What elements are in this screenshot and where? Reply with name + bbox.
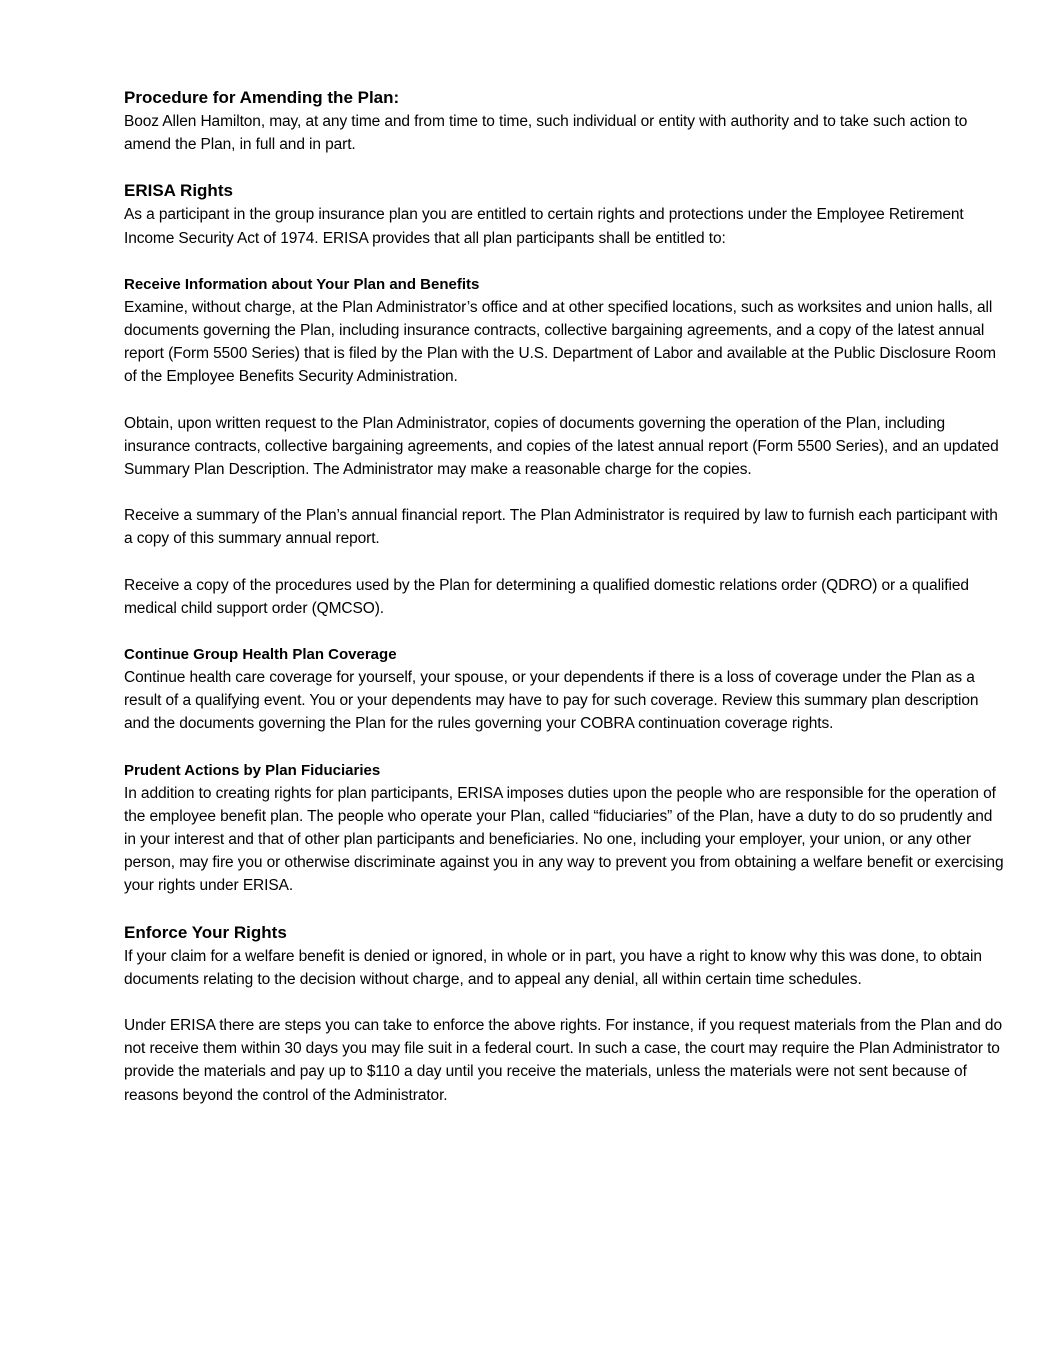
- paragraph-prudent-actions: In addition to creating rights for plan participants, ERISA imposes duties upon the people who are responsible for the operation of the employee benefit plan. The people who operate your Plan, called “fiduciaries” of the Plan, have a duty to do so prudently and in your interest and that of other plan participants and beneficiaries. No one, including your employer, your union, or any other person, may fire you or otherwise discriminate against you in any way to prevent you from obtaining a welfare benefit or exercising your rights under ERISA.: [124, 784, 1004, 895]
- subsection-heading-prudent-actions: Prudent Actions by Plan Fiduciaries: [124, 761, 381, 779]
- section-heading-amending: Procedure for Amending the Plan:: [124, 88, 400, 107]
- subsection-heading-receive-information: Receive Information about Your Plan and Benefits: [124, 275, 480, 293]
- paragraph-receive-procedures: Receive a copy of the procedures used by the Plan for determining a qualified domestic relations order (QDRO) or a qualified medical child support order (QMCSO).: [124, 576, 969, 617]
- paragraph-obtain: Obtain, upon written request to the Plan Administrator, copies of documents governing the operation of the Plan, including insurance contracts, collective bargaining agreements, and copies of the latest annual report (Form 5500 Series), and an updated Summary Plan Description. The Administrator may make a reasonable charge for the copies.: [124, 414, 999, 479]
- section-continue-coverage: [124, 643, 1004, 736]
- section-receive-information: [124, 273, 1004, 620]
- paragraph-receive-summary: Receive a summary of the Plan’s annual financial report. The Plan Administrator is required by law to furnish each participant with a copy of this summary annual report.: [124, 507, 998, 548]
- paragraph-examine: Examine, without charge, at the Plan Administrator’s office and at other specified locations, such as worksites and union halls, all documents governing the Plan, including insurance contracts, collective bargaining agreements, and a copy of the latest annual report (Form 5500 Series) that is filed by the Plan with the U.S. Department of Labor and available at the Public Disclosure Room of the Employee Benefits Security Administration.: [124, 298, 996, 386]
- section-heading-erisa-rights: ERISA Rights: [124, 181, 233, 201]
- paragraph-claim-denied: If your claim for a welfare benefit is denied or ignored, in whole or in part, you have a right to know why this was done, to obtain documents relating to the decision without charge, and to appeal any denial, all within certain time schedules.: [124, 947, 982, 988]
- subsection-heading-continue-coverage: Continue Group Health Plan Coverage: [124, 646, 397, 664]
- document-page: [124, 86, 1004, 1107]
- paragraph-continue-coverage: Continue health care coverage for yourself, your spouse, or your dependents if there is a loss of coverage under the Plan as a result of a qualifying event. You or your dependents may have to pay for such coverage. Review this summary plan description and the documents governing the Plan for the rules governing your COBRA continuation coverage rights.: [124, 669, 979, 733]
- section-erisa-rights: [124, 179, 1004, 249]
- paragraph-enforce-steps: Under ERISA there are steps you can take to enforce the above rights. For instance, if you request materials from the Plan and do not receive them within 30 days you may file suit in a federal court. In such a case, the court may require the Plan Administrator to provide the materials and pay up to $110 a day until you receive the materials, unless the materials were not sent because of reasons beyond the control of the Administrator.: [124, 1017, 1002, 1104]
- paragraph-erisa-rights: As a participant in the group insurance plan you are entitled to certain rights and protections under the Employee Retirement Income Security Act of 1974. ERISA provides that all plan participants shall be entitled to:: [124, 206, 964, 247]
- section-heading-enforce-rights: Enforce Your Rights: [124, 922, 287, 942]
- section-enforce-rights: [124, 921, 1004, 1107]
- section-amending: [124, 86, 1004, 156]
- paragraph-amending: Booz Allen Hamilton, may, at any time and from time to time, such individual or entity with authority and to take such action to amend the Plan, in full and in part.: [124, 113, 968, 154]
- section-prudent-actions: [124, 759, 1004, 898]
